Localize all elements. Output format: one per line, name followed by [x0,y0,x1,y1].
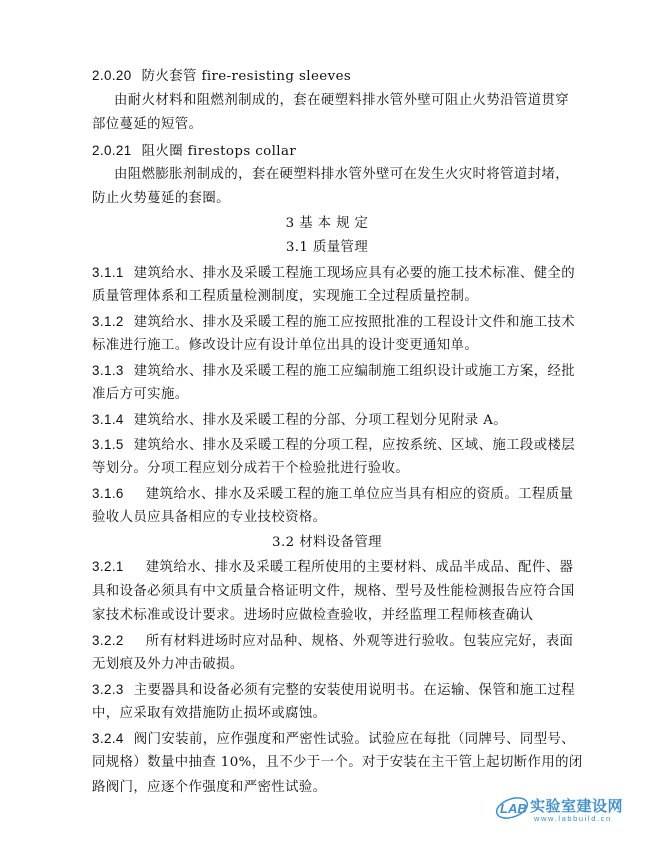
clause-3-2-2 [92,631,574,652]
clause-3-1-2 [92,312,576,333]
watermark-url: www.labbuild.cn [534,814,612,823]
clause-text: 建筑给水、排水及采暖工程的施工单位应当具有相应的资质。工程质量 [145,487,574,502]
clause-3-2-4 [92,729,576,750]
body-line: 同规格）数量中抽查 10%，且不少于一个。对于安装在主干管上起切断作用的闭 [92,755,583,770]
watermark-brand: 实验室建设网 [530,798,624,815]
section-heading: 3.1 质量管理 [285,240,369,255]
clause-3-2-3 [92,680,576,701]
clause-text: 建筑给水、排水及采暖工程所使用的主要材料、成品半成品、配件、器 [145,560,574,575]
lab-logo-icon [494,793,534,823]
section-heading: 3.2 材料设备管理 [272,535,382,550]
clause-3-2-1 [92,557,574,578]
term-title: 防火套管 fire-resisting sleeves [141,69,352,84]
clause-3-1-3 [92,361,576,382]
clause-text: 建筑给水、排水及采暖工程的分部、分项工程划分见附录 A。 [133,413,508,428]
term-heading-2-0-20 [92,66,562,87]
term-title: 阻火圈 firestops collar [141,144,297,159]
clause-text: 建筑给水、排水及采暖工程的施工应按照批准的工程设计文件和施工技术 [133,315,576,330]
body-line: 路阀门，应逐个作强度和严密性试验。 [92,780,327,795]
clause-text: 建筑给水、排水及采暖工程施工现场应具有必要的施工技术标准、健全的 [133,266,576,281]
body-line: 验收人员应具备相应的专业技校资格。 [92,510,327,525]
term-heading-2-0-21 [92,141,562,162]
body-line: 由耐火材料和阻燃剂制成的，套在硬塑料排水管外壁可阻止火势沿管道贯穿 [114,93,570,108]
body-line: 无划痕及外力冲击破损。 [92,657,244,672]
clause-text: 建筑给水、排水及采暖工程的施工应编制施工组织设计或施工方案，经批 [133,364,576,379]
clause-number: 2.0.21 [92,143,132,158]
body-line: 等划分。分项工程应划分成若干个检验批进行验收。 [92,461,410,476]
clause-number: 3.1.3 [92,363,124,378]
clause-number: 3.1.1 [92,265,124,280]
body-line: 部位蔓延的短管。 [92,117,203,132]
clause-text: 所有材料进场时应对品种、规格、外观等进行验收。包装应完好，表面 [145,634,574,649]
clause-number: 3.1.4 [92,412,124,427]
clause-text: 主要器具和设备必须有完整的安装使用说明书。在运输、保管和施工过程 [133,683,576,698]
clause-number: 3.1.5 [92,437,124,452]
clause-number: 2.0.20 [92,68,132,83]
clause-number: 3.2.4 [92,731,124,746]
body-line: 中，应采取有效措施防止损坏或腐蚀。 [92,706,327,721]
clause-3-1-1 [92,263,576,284]
body-line: 防止火势蔓延的套圈。 [92,191,230,206]
clause-number: 3.1.6 [92,486,124,501]
site-watermark [494,793,644,827]
body-line: 具和设备必须具有中文质量合格证明文件，规格、型号及性能检测报告应符合国 [92,584,575,599]
clause-text: 阀门安装前，应作强度和严密性试验。试验应在每批（同牌号、同型号、 [133,732,576,747]
logo-text: LAB [500,801,527,816]
clause-text: 建筑给水、排水及采暖工程的分项工程，应按系统、区域、施工段或楼层 [133,438,576,453]
body-line: 家技术标准或设计要求。进场时应做检查验收，并经监理工程师核查确认 [92,608,534,623]
body-line: 准后方可实施。 [92,387,189,402]
clause-3-1-5 [92,435,576,456]
chapter-heading: 3 基 本 规 定 [285,216,369,231]
body-line: 由阻燃膨胀剂制成的，套在硬塑料排水管外壁可在发生火灾时将管道封堵， [114,167,570,182]
body-line: 质量管理体系和工程质量检测制度，实现施工全过程质量控制。 [92,289,479,304]
clause-3-1-6 [92,484,574,505]
clause-number: 3.1.2 [92,314,124,329]
clause-number: 3.2.2 [92,633,124,648]
clause-number: 3.2.3 [92,682,124,697]
body-line: 标准进行施工。修改设计应有设计单位出具的设计变更通知单。 [92,338,479,353]
clause-3-1-4 [92,410,562,431]
clause-number: 3.2.1 [92,559,124,574]
